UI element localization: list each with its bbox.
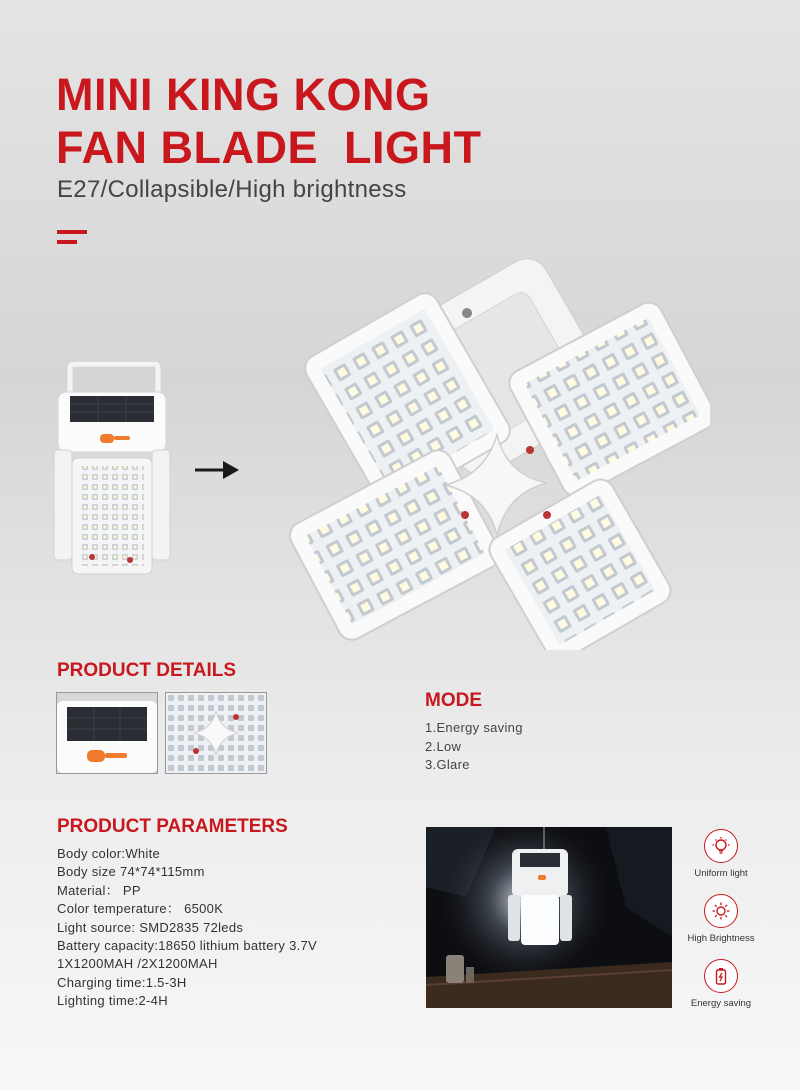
feature-high-brightness bbox=[676, 894, 766, 944]
mode-item: 1.Energy saving bbox=[425, 720, 523, 735]
param-line: Charging time:1.5-3H bbox=[57, 974, 187, 990]
lamp-usage-photo bbox=[426, 827, 672, 1008]
subtitle: E27/Collapsible/High brightness bbox=[57, 176, 407, 203]
feature-label: Energy saving bbox=[690, 998, 752, 1009]
feature-label: High Brightness bbox=[687, 933, 755, 944]
arrow-right-icon bbox=[193, 458, 241, 482]
param-line: Color temperature： 6500K bbox=[57, 901, 224, 917]
param-line: 1X1200MAH /2X1200MAH bbox=[57, 956, 218, 972]
mode-item: 2.Low bbox=[425, 738, 462, 754]
detail-thumbnail-hub[interactable] bbox=[165, 692, 267, 774]
param-line: Lighting time:2-4H bbox=[57, 993, 168, 1009]
page-title bbox=[56, 68, 481, 174]
mode-item: 3.Glare bbox=[425, 757, 470, 772]
bulb-icon bbox=[704, 829, 738, 863]
sun-icon bbox=[704, 894, 738, 928]
product-details-heading: PRODUCT DETAILS bbox=[57, 660, 237, 681]
mode-list bbox=[425, 719, 523, 775]
title-line-2: FAN BLADE LIGHT bbox=[56, 122, 482, 173]
param-line: Body size 74*74*115mm bbox=[57, 864, 205, 880]
mode-heading: MODE bbox=[425, 690, 482, 711]
battery-icon bbox=[704, 959, 738, 993]
folded-lamp-image bbox=[50, 362, 175, 587]
param-line: Light source: SMD2835 72leds bbox=[57, 919, 244, 935]
feature-uniform-light bbox=[676, 829, 766, 879]
param-line: Body color:White bbox=[57, 846, 161, 861]
product-parameters-heading: PRODUCT PARAMETERS bbox=[57, 816, 288, 837]
feature-label: Uniform light bbox=[694, 868, 748, 879]
param-line: Battery capacity:18650 lithium battery 3.7V bbox=[57, 938, 318, 954]
menu-lines-icon bbox=[57, 230, 87, 246]
fan-blade-lamp-image bbox=[285, 245, 710, 650]
parameters-list bbox=[57, 845, 317, 1011]
title-line-1: MINI KING KONG bbox=[56, 69, 431, 120]
feature-energy-saving bbox=[676, 959, 766, 1009]
detail-thumbnail-solar[interactable] bbox=[56, 692, 158, 774]
param-line: Material： PP bbox=[57, 882, 141, 898]
